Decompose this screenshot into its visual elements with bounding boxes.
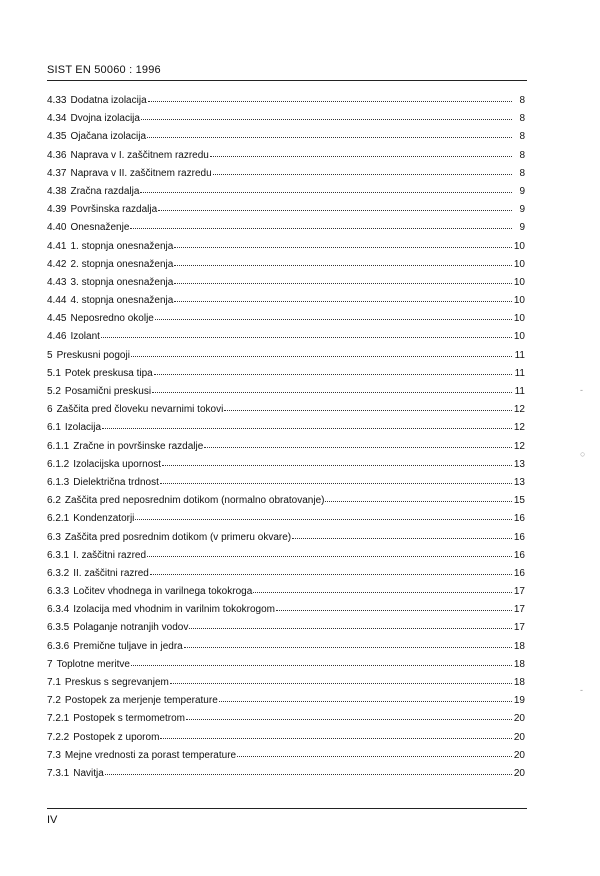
toc-entry-number: 4.45 xyxy=(47,313,67,325)
header-rule xyxy=(47,80,527,81)
dot-leader xyxy=(147,128,512,138)
dot-leader xyxy=(152,383,512,393)
toc-entry-number: 6.3.6 xyxy=(47,640,70,652)
toc-entry-title: Ojačana izolacija xyxy=(70,131,147,143)
dot-leader xyxy=(155,310,512,320)
dot-leader xyxy=(184,638,512,648)
toc-entry-page: 8 xyxy=(519,95,525,106)
dot-leader xyxy=(154,365,512,375)
toc-entry-page: 11 xyxy=(514,386,525,397)
toc-entry-title: Zaščita pred človeku nevarnimi tokovi xyxy=(56,404,224,416)
toc-entry-page: 8 xyxy=(519,149,525,161)
toc-entry-title: Posamični preskusi xyxy=(64,386,152,397)
toc-entry-number: 7.2 xyxy=(47,695,61,707)
dot-leader xyxy=(140,183,512,193)
toc-entry-number: 6.2 xyxy=(47,495,61,507)
toc-entry-number: 4.37 xyxy=(47,167,67,179)
toc-entry-number: 7 xyxy=(47,658,53,670)
toc-entry xyxy=(47,148,525,166)
toc-entry xyxy=(47,257,525,275)
toc-entry-number: 4.35 xyxy=(47,131,67,143)
toc-entry-page: 19 xyxy=(513,695,525,707)
toc-entry-title: Onesnaženje xyxy=(70,222,130,234)
toc-entry-number: 7.3 xyxy=(47,749,61,761)
toc-entry xyxy=(47,420,525,438)
toc-entry-number: 5.2 xyxy=(47,386,61,397)
toc-entry-page: 8 xyxy=(519,167,525,179)
toc-entry-title: Potek preskusa tipa xyxy=(64,367,153,379)
toc-entry-title: Preskusni pogoji xyxy=(56,349,130,361)
toc-entry-title: Navitja xyxy=(73,767,104,779)
toc-entry xyxy=(47,239,525,257)
toc-entry-page: 13 xyxy=(513,458,525,470)
dot-leader xyxy=(158,201,512,211)
footer-rule xyxy=(47,808,527,809)
toc-entry-title: Zaščita pred posrednim dotikom (v primeru okvare) xyxy=(64,531,292,543)
toc-entry-title: Toplotne meritve xyxy=(56,658,130,670)
toc-entry-page: 16 xyxy=(513,531,525,543)
toc-entry-number: 6.3.5 xyxy=(47,622,70,634)
dot-leader xyxy=(105,765,512,775)
toc-entry-number: 6.1 xyxy=(47,422,61,434)
scan-mark: - xyxy=(580,685,583,695)
dot-leader xyxy=(101,328,512,338)
toc-entry-number: 4.46 xyxy=(47,331,67,343)
toc-entry-number: 6.3.3 xyxy=(47,586,70,598)
toc-entry xyxy=(47,711,525,729)
toc-entry-title: Dodatna izolacija xyxy=(70,95,147,106)
toc-entry xyxy=(47,439,525,457)
dot-leader xyxy=(189,619,512,629)
toc-entry xyxy=(47,675,525,693)
dot-leader xyxy=(237,747,512,757)
toc-entry-page: 10 xyxy=(513,313,525,325)
toc-entry-number: 7.2.1 xyxy=(47,713,70,725)
toc-entry-title: Naprava v I. zaščitnem razredu xyxy=(70,149,209,161)
toc-entry-page: 18 xyxy=(513,640,525,652)
toc-entry-title: Površinska razdalja xyxy=(70,204,158,216)
toc-entry xyxy=(47,311,525,329)
toc-entry-number: 4.43 xyxy=(47,276,67,288)
toc-entry-page: 12 xyxy=(513,440,525,452)
dot-leader xyxy=(131,347,512,357)
toc-entry-page: 10 xyxy=(513,331,525,343)
toc-entry-page: 16 xyxy=(513,567,525,579)
toc-entry-page: 17 xyxy=(513,586,525,598)
toc-entry-title: Dielektrična trdnost xyxy=(73,476,159,488)
toc-entry-title: Postopek za merjenje temperature xyxy=(64,695,218,707)
toc-entry-page: 12 xyxy=(513,404,525,416)
toc-entry-number: 4.42 xyxy=(47,258,67,270)
toc-entry-page: 20 xyxy=(513,767,525,779)
dot-leader xyxy=(162,456,512,466)
toc-entry xyxy=(47,93,525,111)
toc-entry-title: Dvojna izolacija xyxy=(70,113,140,125)
toc-entry xyxy=(47,129,525,147)
toc-entry-number: 4.33 xyxy=(47,95,67,106)
toc-entry-number: 5.1 xyxy=(47,367,61,379)
toc-entry-title: Polaganje notranjih vodov xyxy=(73,622,189,634)
dot-leader xyxy=(253,583,512,593)
dot-leader xyxy=(292,529,512,539)
toc-entry-page: 16 xyxy=(513,513,525,525)
toc-entry xyxy=(47,602,525,620)
toc-entry xyxy=(47,693,525,711)
dot-leader xyxy=(174,292,512,302)
toc-entry-number: 4.40 xyxy=(47,222,67,234)
toc-entry-title: Izolacija med vhodnim in varilnim tokokrogom xyxy=(73,604,275,616)
toc-entry xyxy=(47,457,525,475)
toc-entry-number: 4.44 xyxy=(47,295,67,307)
toc-entry-number: 6.3.1 xyxy=(47,549,70,561)
dot-leader xyxy=(147,547,512,557)
toc-entry-page: 9 xyxy=(519,185,525,197)
toc-entry-title: Neposredno okolje xyxy=(70,313,154,325)
toc-entry-number: 6 xyxy=(47,404,53,416)
toc-entry-number: 7.3.1 xyxy=(47,767,70,779)
toc-entry-number: 7.2.2 xyxy=(47,731,70,743)
toc-entry-number: 6.3 xyxy=(47,531,61,543)
dot-leader xyxy=(224,401,512,411)
toc-entry-number: 6.3.4 xyxy=(47,604,70,616)
toc-entry-title: Zaščita pred neposrednim dotikom (normalno obratovanje) xyxy=(64,495,325,507)
toc-entry-title: Kondenzatorji xyxy=(73,513,135,525)
dot-leader xyxy=(213,165,512,175)
toc-entry xyxy=(47,384,525,402)
dot-leader xyxy=(174,274,512,284)
toc-entry-title: Izolacijska upornost xyxy=(73,458,162,470)
toc-entry xyxy=(47,730,525,748)
toc-entry-title: Zračna razdalja xyxy=(70,185,140,197)
toc-entry-title: 4. stopnja onesnaženja xyxy=(70,295,174,307)
toc-entry-page: 20 xyxy=(513,731,525,743)
toc-entry xyxy=(47,111,525,129)
toc-entry xyxy=(47,275,525,293)
dot-leader xyxy=(135,510,512,520)
toc-entry-page: 11 xyxy=(514,367,525,379)
toc-entry-title: 2. stopnja onesnaženja xyxy=(70,258,174,270)
dot-leader xyxy=(130,219,512,229)
scan-mark: - xyxy=(580,385,583,395)
dot-leader xyxy=(276,601,512,611)
dot-leader xyxy=(210,147,512,157)
toc-entry-page: 20 xyxy=(513,749,525,761)
toc-entry-page: 9 xyxy=(519,222,525,234)
toc-entry-number: 4.36 xyxy=(47,149,67,161)
toc-entry-number: 4.34 xyxy=(47,113,67,125)
dot-leader xyxy=(170,674,512,684)
toc-entry xyxy=(47,493,525,511)
dot-leader xyxy=(102,419,512,429)
toc-entry-number: 6.2.1 xyxy=(47,513,70,525)
toc-entry-page: 10 xyxy=(513,295,525,307)
toc-entry-number: 6.1.3 xyxy=(47,476,70,488)
toc-entry xyxy=(47,566,525,584)
toc-entry-title: 1. stopnja onesnaženja xyxy=(70,240,174,252)
dot-leader xyxy=(174,238,512,248)
toc-entry xyxy=(47,584,525,602)
toc-entry-page: 10 xyxy=(513,276,525,288)
toc-entry xyxy=(47,657,525,675)
toc-entry-page: 18 xyxy=(513,677,525,688)
toc-entry-page: 11 xyxy=(514,349,525,361)
dot-leader xyxy=(150,565,512,575)
toc-entry-title: Izolacija xyxy=(64,422,102,434)
toc-entry xyxy=(47,748,525,766)
toc-entry-number: 4.41 xyxy=(47,240,67,252)
toc-entry-title: Izolant xyxy=(70,331,100,343)
toc-entry xyxy=(47,220,525,238)
table-of-contents xyxy=(47,93,525,784)
toc-entry xyxy=(47,329,525,347)
toc-entry xyxy=(47,639,525,657)
toc-entry-page: 12 xyxy=(513,422,525,434)
toc-entry-page: 13 xyxy=(513,476,525,488)
toc-entry xyxy=(47,293,525,311)
toc-entry-title: 3. stopnja onesnaženja xyxy=(70,276,174,288)
toc-entry-title: Premične tuljave in jedra xyxy=(73,640,183,652)
toc-entry-page: 8 xyxy=(519,113,525,125)
dot-leader xyxy=(141,110,512,120)
toc-entry-title: Zračne in površinske razdalje xyxy=(73,440,204,452)
toc-entry xyxy=(47,402,525,420)
toc-entry-title: Ločitev vhodnega in varilnega tokokroga xyxy=(73,586,253,598)
toc-entry xyxy=(47,184,525,202)
toc-entry xyxy=(47,166,525,184)
toc-entry xyxy=(47,202,525,220)
toc-entry-page: 16 xyxy=(513,549,525,561)
toc-entry-number: 6.1.1 xyxy=(47,440,70,452)
toc-entry xyxy=(47,548,525,566)
dot-leader xyxy=(186,710,512,720)
page-header: SIST EN 50060 : 1996 xyxy=(47,64,161,76)
toc-entry-number: 6.3.2 xyxy=(47,567,70,579)
toc-entry-page: 8 xyxy=(519,131,525,143)
toc-entry-title: Postopek s termometrom xyxy=(73,713,185,725)
toc-entry-title: II. zaščitni razred xyxy=(73,567,149,579)
dot-leader xyxy=(219,692,512,702)
toc-entry-title: Mejne vrednosti za porast temperature xyxy=(64,749,237,761)
dot-leader xyxy=(131,656,512,666)
toc-entry xyxy=(47,511,525,529)
toc-entry-number: 5 xyxy=(47,349,53,361)
toc-entry-page: 9 xyxy=(519,204,525,216)
toc-entry-page: 18 xyxy=(513,658,525,670)
toc-entry-page: 17 xyxy=(513,604,525,616)
page-number: IV xyxy=(47,814,58,826)
toc-entry-page: 15 xyxy=(513,495,525,507)
toc-entry-number: 4.38 xyxy=(47,185,67,197)
toc-entry xyxy=(47,766,525,784)
toc-entry-number: 6.1.2 xyxy=(47,458,70,470)
dot-leader xyxy=(325,492,512,502)
toc-entry xyxy=(47,475,525,493)
toc-entry-page: 10 xyxy=(513,240,525,252)
scan-mark: ○ xyxy=(580,449,586,459)
dot-leader xyxy=(148,92,512,102)
toc-entry xyxy=(47,348,525,366)
dot-leader xyxy=(204,438,512,448)
dot-leader xyxy=(160,474,512,484)
dot-leader xyxy=(174,256,512,266)
toc-entry-page: 17 xyxy=(513,622,525,634)
toc-entry-number: 7.1 xyxy=(47,677,61,688)
toc-entry-title: Preskus s segrevanjem xyxy=(64,677,169,688)
dot-leader xyxy=(160,729,512,739)
toc-entry xyxy=(47,530,525,548)
toc-entry-title: Naprava v II. zaščitnem razredu xyxy=(70,167,212,179)
toc-entry-page: 20 xyxy=(513,713,525,725)
toc-entry xyxy=(47,366,525,384)
toc-entry-title: Postopek z uporom xyxy=(73,731,160,743)
toc-entry-number: 4.39 xyxy=(47,204,67,216)
toc-entry-page: 10 xyxy=(513,258,525,270)
toc-entry xyxy=(47,620,525,638)
toc-entry-title: I. zaščitni razred xyxy=(73,549,147,561)
